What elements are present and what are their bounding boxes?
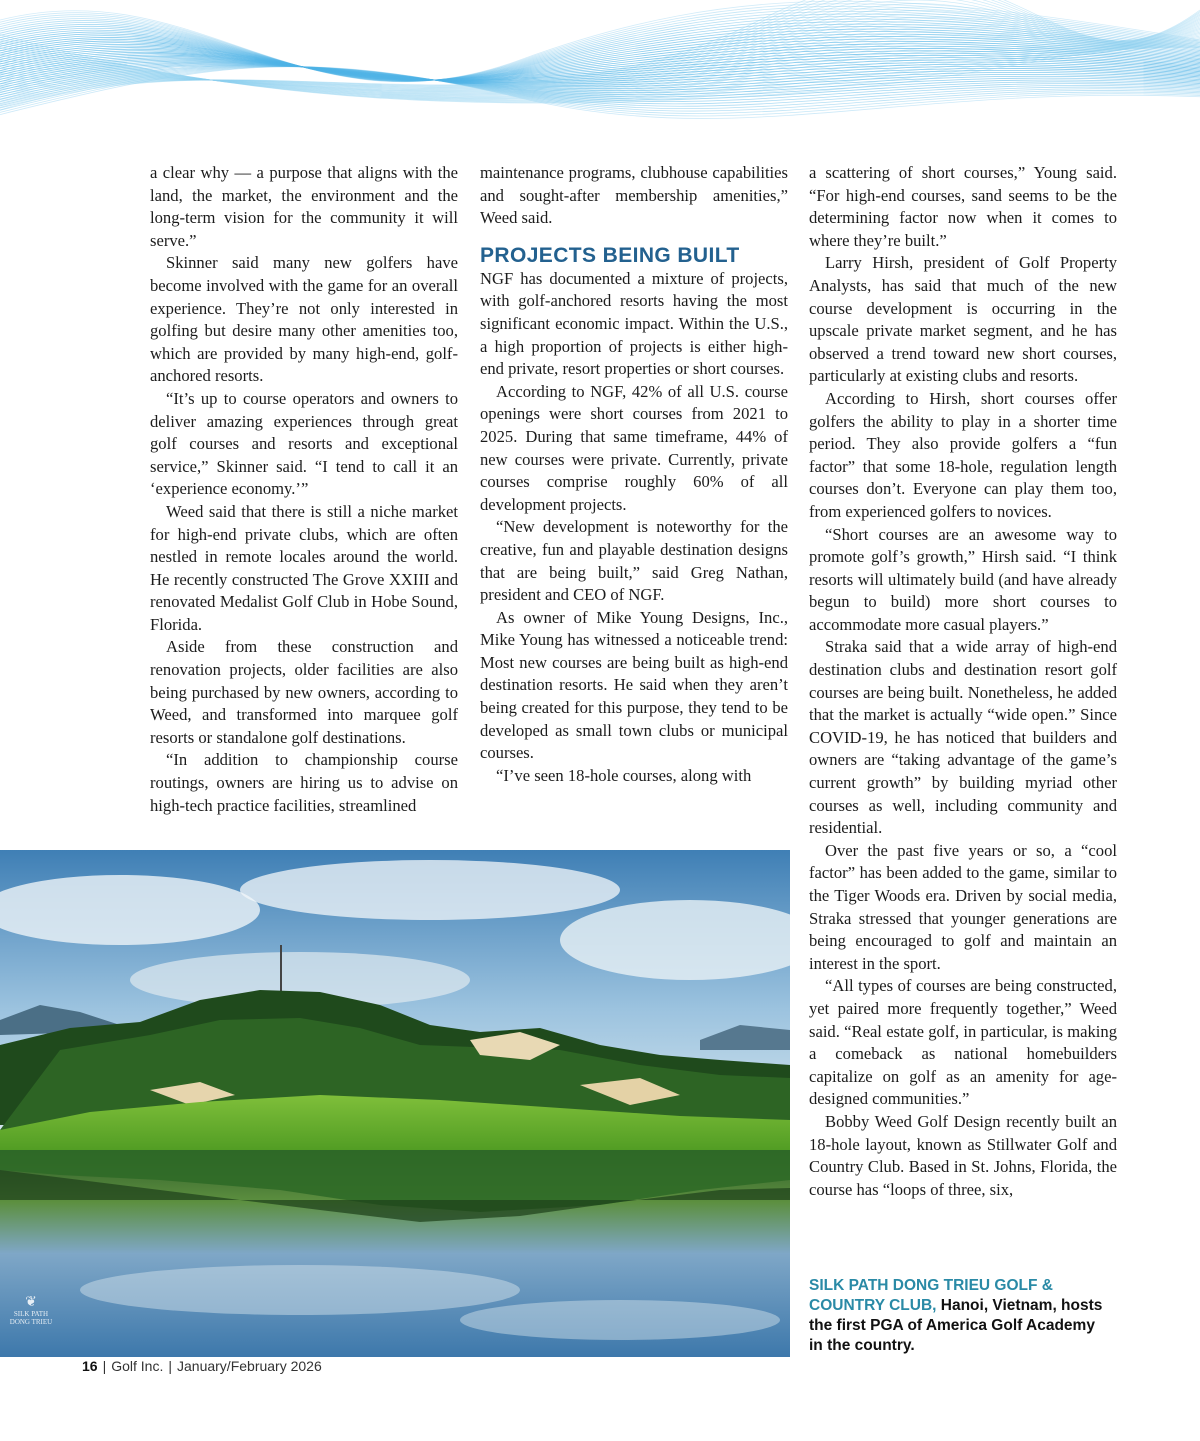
paragraph: maintenance programs, clubhouse capabilities and sought-after membership amenities,” Weed said. [480, 163, 788, 228]
magazine-name: Golf Inc. [111, 1358, 164, 1374]
golf-course-photo [0, 850, 790, 1357]
paragraph: “All types of courses are being constructed, yet paired more frequently together,” Weed said. “Real estate golf, in particular, is making a comeback as national homebuilders capitalize on golf as an amenity for age-designed communities.” [809, 976, 1117, 1109]
paragraph: Weed said that there is still a niche market for high-end private clubs, which are often nestled in remote locales around the world. He recently constructed The Grove XXIII and renovated Medalist Golf Club in Hobe Sound, Florida. [150, 501, 458, 634]
paragraph: “New development is noteworthy for the creative, fun and playable destination designs that are being built,” said Greg Nathan, president and CEO of NGF. [480, 517, 788, 605]
silk-path-logo [6, 1296, 56, 1326]
page-footer [82, 1358, 322, 1374]
paragraph: Straka said that a wide array of high-end destination clubs and destination resort golf courses are being built. Nonetheless, he added that the market is actually “wide open.” Since COVID-19, he has noticed that builders and owners are “taking advantage of the game’s current growth” by building myriad other courses as well, including community and residential. [809, 637, 1117, 838]
paragraph: According to Hirsh, short courses offer golfers the ability to play in a shorter time period. They also provide golfers a “fun factor” that some 18-hole, regulation length courses don’t. Everyone can play them too, from experienced golfers to novices. [809, 388, 1117, 521]
paragraph: “It’s up to course operators and owners to deliver amazing experiences through great golf courses and resorts and exceptional service,” Skinner said. “I tend to call it an ‘experience economy.’” [150, 388, 458, 499]
paragraph: “Short courses are an awesome way to promote golf’s growth,” Hirsh said. “I think resorts will ultimately build (and have already begun to build) more short courses to accommodate more casual players.” [809, 524, 1117, 634]
paragraph: a scattering of short courses,” Young said. “For high-end courses, sand seems to be the determining factor now when it comes to where they’re built.” [809, 163, 1117, 250]
logo-line-2: DONG TRIEU [9, 1318, 53, 1326]
paragraph: Larry Hirsh, president of Golf Property Analysts, has said that much of the new course development is occurring in the upscale private market segment, and he has observed a trend toward new short courses, particularly at existing clubs and resorts. [809, 253, 1117, 386]
article-column-2 [480, 162, 788, 787]
lotus-icon: ❦ [25, 1295, 37, 1310]
paragraph: Over the past five years or so, a “cool factor” has been added to the game, similar to the Tiger Woods era. Driven by social media, Straka stressed that younger generations are being encouraged to golf and maintain an interest in the sport. [809, 840, 1117, 973]
paragraph: “In addition to championship course routings, owners are hiring us to advise on high-tech practice facilities, streamlined [150, 750, 458, 815]
page-number: 16 [82, 1358, 98, 1374]
footer-separator: | [102, 1358, 107, 1374]
paragraph: According to NGF, 42% of all U.S. course openings were short courses from 2021 to 2025. During that same timeframe, 44% of new courses were private. Currently, private courses comprise roughly 60% of all development projects. [480, 381, 788, 514]
section-subhead: PROJECTS BEING BUILT [480, 243, 740, 267]
issue-date: January/February 2026 [177, 1358, 322, 1374]
photo-caption [809, 1276, 1109, 1356]
paragraph: “I’ve seen 18-hole courses, along with [496, 765, 752, 785]
paragraph: As owner of Mike Young Designs, Inc., Mike Young has witnessed a noticeable trend: Most new courses are being built as high-end destination resorts. He said when they aren’t being created for this purpose, they tend to be developed as small town clubs or municipal courses. [480, 607, 788, 763]
article-column-1 [150, 162, 458, 817]
caption-location: SILK PATH DONG TRIEU GOLF & COUNTRY CLUB, [809, 1277, 1053, 1314]
wave-pattern-header [0, 0, 1200, 160]
footer-separator: | [168, 1358, 172, 1374]
paragraph: NGF has documented a mixture of projects, with golf-anchored resorts having the most significant economic impact. Within the U.S., a high proportion of projects is either high-end private, resort properties or short courses. [480, 268, 788, 379]
caption-text: Hanoi, Vietnam, hosts the first PGA of America Golf Academy in the country. [809, 1297, 1103, 1354]
paragraph: a clear why — a purpose that aligns with the land, the market, the environment and the long-term vision for the community it will serve.” [150, 163, 458, 250]
paragraph: Skinner said many new golfers have become involved with the game for an overall experience. They’re not only interested in golfing but desire many other amenities too, which are provided by many high-end, golf-anchored resorts. [150, 253, 458, 386]
logo-line-1: SILK PATH [13, 1310, 49, 1318]
paragraph: Bobby Weed Golf Design recently built an 18-hole layout, known as Stillwater Golf and Country Club. Based in St. Johns, Florida, the course has “loops of three, six, [809, 1111, 1117, 1199]
article-column-3 [809, 162, 1117, 1201]
paragraph: Aside from these construction and renovation projects, older facilities are also being purchased by new owners, according to Weed, and transformed into marquee golf resorts or standalone golf destinations. [150, 637, 458, 747]
